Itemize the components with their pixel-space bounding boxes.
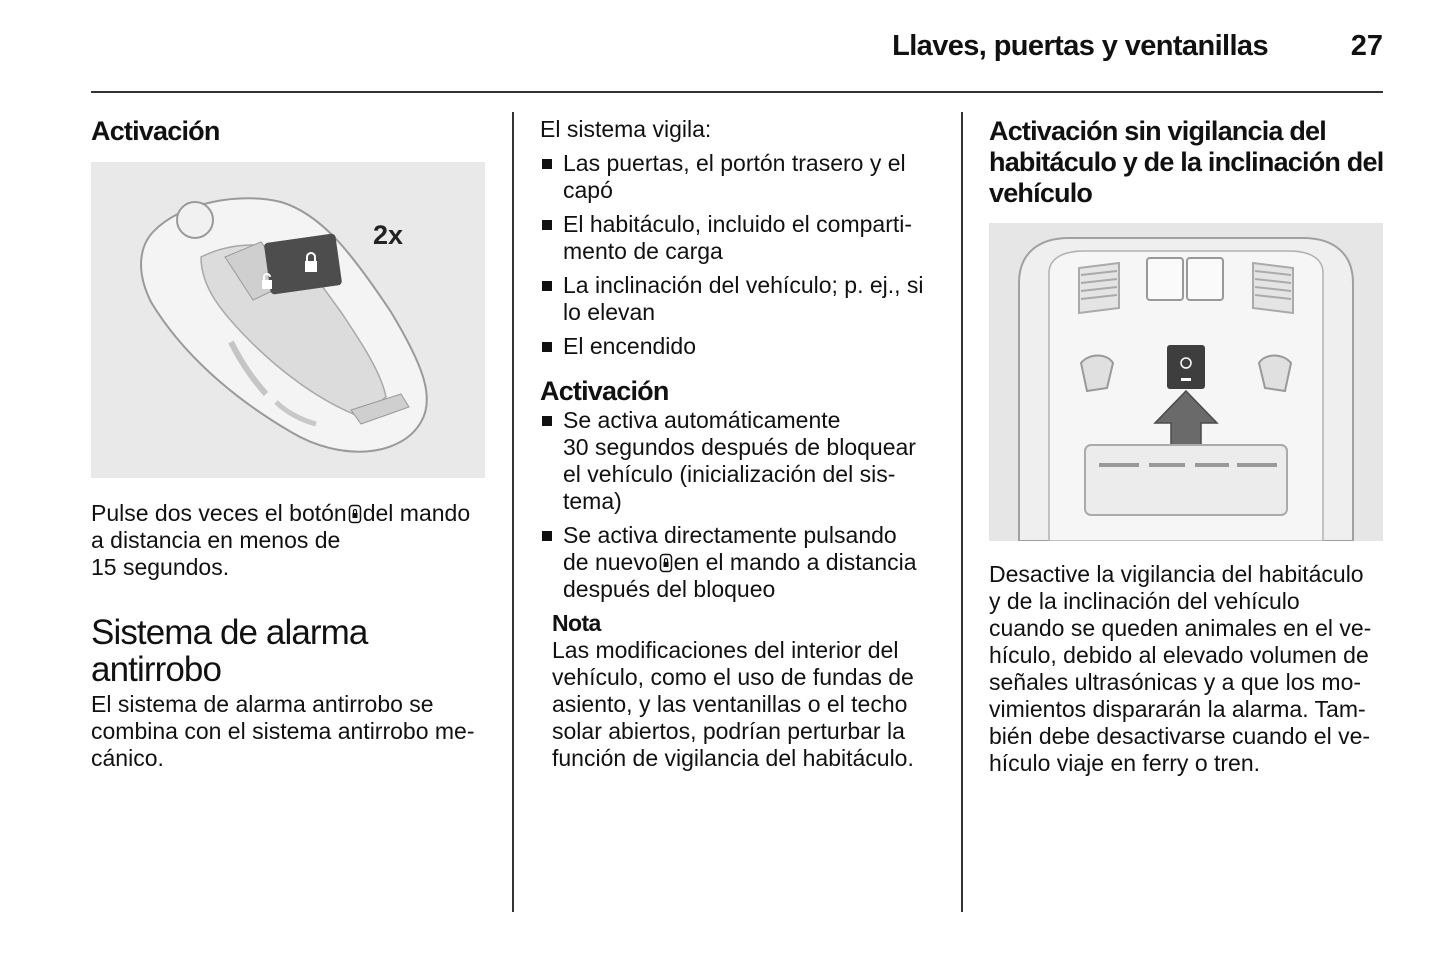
section-heading-deactivation: Activación sin vigilancia del habitáculo y de la inclinación del vehículo <box>989 116 1384 208</box>
page-number: 27 <box>1350 30 1383 62</box>
alarm-text: El sistema de alarma antirrobo se <box>91 691 434 717</box>
body-text: hículo viaje en ferry o tren. <box>989 750 1261 776</box>
body-text: vimientos dispararán la alarma. Tam- <box>989 696 1366 722</box>
activation-list <box>540 407 945 603</box>
column-divider <box>961 112 963 912</box>
column-middle <box>540 116 945 772</box>
list-item: El habitáculo, incluido el comparti- mento de carga <box>540 211 945 265</box>
activation-instruction <box>91 500 491 581</box>
remote-key-figure <box>91 162 485 478</box>
section-heading-activation: Activación <box>540 376 669 406</box>
alarm-section <box>91 614 491 772</box>
alarm-text: cánico. <box>91 745 164 771</box>
overhead-console-figure <box>989 223 1383 541</box>
section-heading-activation: Activación <box>91 116 220 146</box>
list-item: El encendido <box>540 333 945 360</box>
column-right <box>989 116 1389 777</box>
note-title: Nota <box>552 610 601 636</box>
body-text: y de la inclinación del vehículo <box>989 588 1300 614</box>
list-item: Se activa directamente pulsando de nuevo en el mando a distancia después del bloqueo <box>540 522 945 603</box>
vent-right <box>1253 263 1293 313</box>
column-left <box>91 116 491 772</box>
column-divider <box>512 112 514 912</box>
press-twice-label: 2x <box>373 220 404 250</box>
body-text: cuando se queden animales en el ve- <box>989 615 1372 641</box>
body-text: bién debe desactivarse cuando el ve- <box>989 723 1371 749</box>
monitored-list <box>540 150 945 360</box>
body-text: Desactive la vigilancia del habitáculo <box>989 561 1364 587</box>
instruction-text: del mando <box>362 500 471 526</box>
header-rule <box>91 91 1383 93</box>
note-text: solar abiertos, podrían perturbar la <box>552 718 905 744</box>
body-text: hículo, debido al elevado volumen de <box>989 642 1369 668</box>
list-item: La inclinación del vehículo; p. ej., si lo elevan <box>540 272 945 326</box>
note-text: asiento, y las ventanillas o el techo <box>552 691 908 717</box>
deactivation-text <box>989 561 1389 777</box>
vent-left <box>1079 263 1119 313</box>
running-header-title: Llaves, puertas y ventanillas <box>892 30 1268 62</box>
note-text: Las modificaciones del interior del <box>552 637 899 663</box>
instruction-text: Pulse dos veces el botón <box>91 500 347 526</box>
list-item: Se activa automáticamente 30 segundos después de bloquear el vehículo (inicialización del sis- tema) <box>540 407 945 515</box>
lock-button-icon <box>659 553 673 573</box>
alarm-text: combina con el sistema antirrobo me- <box>91 718 475 744</box>
note-box <box>552 610 945 772</box>
alarm-heading: Sistema de alarma antirrobo <box>91 613 368 689</box>
body-text: señales ultrasónicas y a que los mo- <box>989 669 1362 695</box>
overhead-console-illustration <box>989 223 1383 541</box>
note-text: función de vigilancia del habitáculo. <box>552 745 914 771</box>
instruction-text: a distancia en menos de <box>91 527 341 553</box>
lock-button-icon <box>348 504 362 524</box>
note-text: vehículo, como el uso de fundas de <box>552 664 914 690</box>
instruction-text: 15 segundos. <box>91 554 230 580</box>
monitor-intro: El sistema vigila: <box>540 116 712 142</box>
remote-key-illustration <box>91 162 485 478</box>
list-item: Las puertas, el portón trasero y el capó <box>540 150 945 204</box>
